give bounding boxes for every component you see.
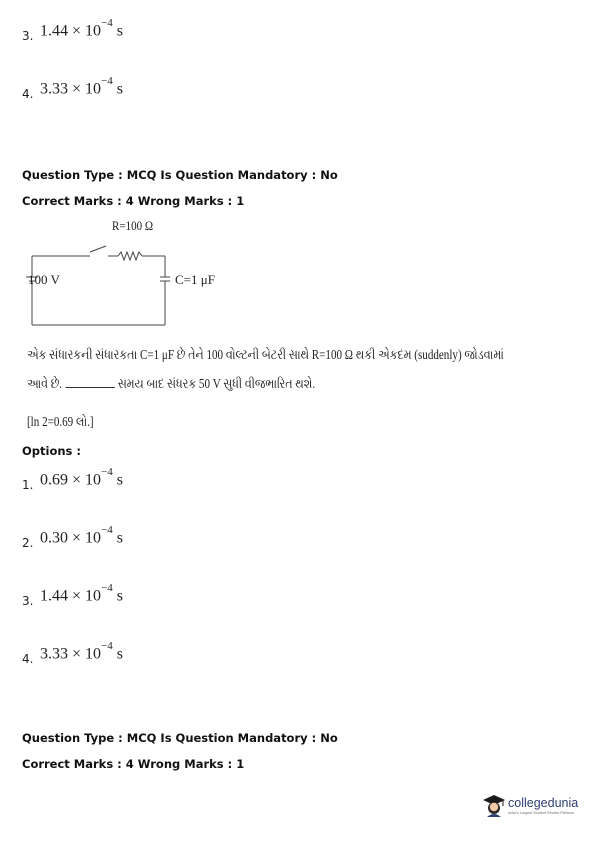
question-hint: [ln 2=0.69 લો.] bbox=[27, 414, 94, 429]
option-item bbox=[22, 75, 123, 102]
question-type-line: Question Type : MCQ Is Question Mandatory : No bbox=[22, 168, 338, 182]
marks-line: Correct Marks : 4 Wrong Marks : 1 bbox=[22, 194, 245, 208]
option-number: 4. bbox=[22, 87, 34, 102]
resistor bbox=[118, 252, 142, 260]
answer-blank bbox=[65, 387, 114, 388]
circuit-svg bbox=[20, 212, 240, 330]
graduate-icon bbox=[482, 793, 506, 819]
option-item bbox=[22, 582, 123, 609]
logo-name: collegedunia bbox=[508, 795, 579, 810]
option-value: $0.30 \times 10^{-4}$ s bbox=[40, 524, 123, 547]
option-number: 3. bbox=[22, 594, 34, 609]
voltage-label: 100 V bbox=[28, 272, 60, 287]
option-value: $3.33 \times 10^{-4}$ s bbox=[40, 75, 123, 98]
option-item bbox=[22, 466, 123, 493]
option-value: $3.33 \times 10^{-4}$ s bbox=[40, 640, 123, 663]
capacitor-label: C=1 μF bbox=[175, 272, 215, 287]
option-value: $1.44 \times 10^{-4}$ s bbox=[40, 582, 123, 605]
marks-line: Correct Marks : 4 Wrong Marks : 1 bbox=[22, 757, 245, 771]
option-item bbox=[22, 17, 123, 44]
switch bbox=[90, 246, 106, 252]
logo-tagline: India's Largest Student Review Platform bbox=[508, 811, 575, 816]
option-number: 4. bbox=[22, 652, 34, 667]
option-number: 1. bbox=[22, 478, 34, 493]
option-number: 3. bbox=[22, 29, 34, 44]
option-item bbox=[22, 524, 123, 551]
resistor-label: R=100 Ω bbox=[112, 218, 154, 234]
option-number: 2. bbox=[22, 536, 34, 551]
circuit-diagram bbox=[20, 212, 240, 335]
option-item bbox=[22, 640, 123, 667]
collegedunia-logo bbox=[482, 793, 578, 819]
question-text-line-1: એક સંધારકની સંધારકતા C=1 μF છે તેને 100 વોલ્ટની બેટરી સાથે R=100 Ω થકી એકદમ (suddenly) જોડવામાં bbox=[27, 347, 504, 362]
question-type-line: Question Type : MCQ Is Question Mandatory : No bbox=[22, 731, 338, 745]
option-value: $1.44 \times 10^{-4}$ s bbox=[40, 17, 123, 40]
question-text-line-2: આવે છે. સમય બાદ સંધરક 50 V સુધી વીજભારિત થશે. bbox=[27, 376, 316, 391]
option-value: $0.69 \times 10^{-4}$ s bbox=[40, 466, 123, 489]
options-label: Options : bbox=[22, 444, 81, 458]
